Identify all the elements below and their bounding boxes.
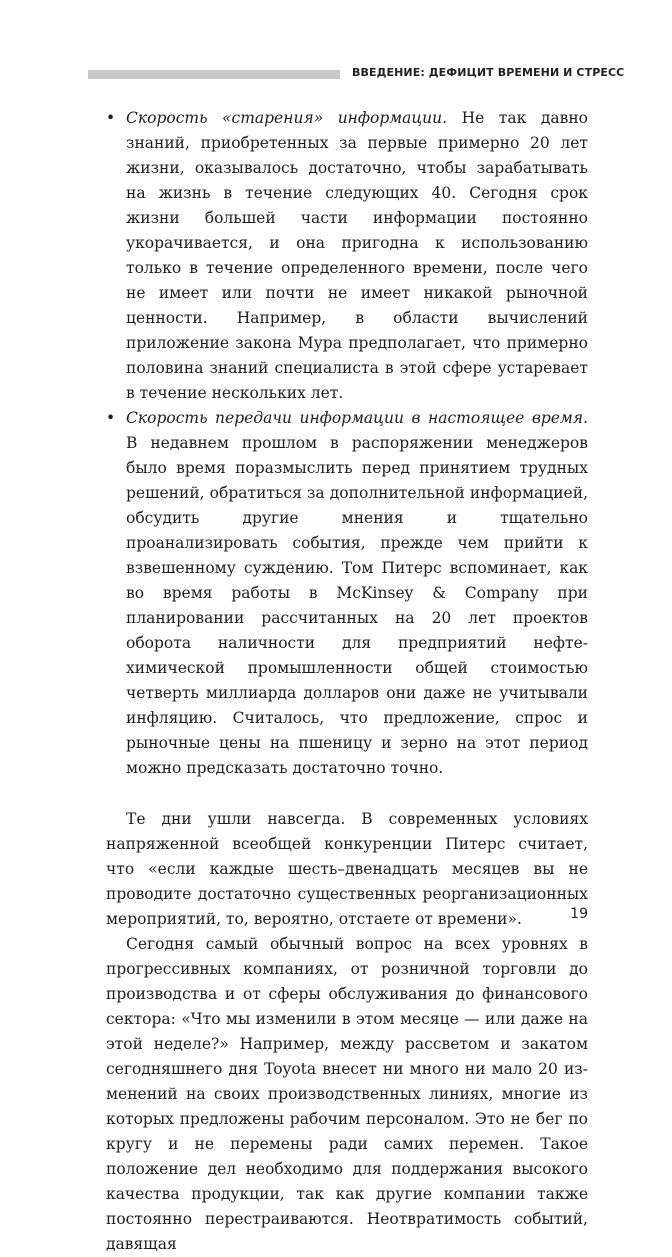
bullet-text: В недавнем прошлом в распоряжении менеджеров было время поразмыслить перед принятием трудных решений, обратиться за дополнительной информацией, обсудить другие мнения и тщательно проанализировать события, прежде чем прийти к взвешенному суждению. Том Питерс вспоминает, как во время работы в McKinsey & Company при планировании рассчитанных на 20 лет проектов оборота наличности для предприятий нефтехимической промышленности общей стоимостью четверть миллиарда долларов они даже не учитывали инфляцию. Считалось, что предложение, спрос и рыночные цены на пшеницу и зерно на этот период можно предсказать достаточно точно.: [126, 434, 588, 777]
bullet-list: [106, 106, 588, 781]
bullet-text: Не так давно знаний, приобретенных за первые примерно 20 лет жизни, оказывалось достаточно, чтобы зарабатывать на жизнь в течение следующих 40. Сегодня срок жизни большей части информации постоянно укорачивается, и она пригодна к использованию только в течение определенного времени, после чего не имеет или почти не имеет никакой рыночной ценности. Например, в области вычислений приложение закона Мура предполагает, что примерно половина знаний специалиста в этой сфере устаревает в течение нескольких лет.: [126, 109, 588, 402]
list-item: [106, 106, 588, 406]
paragraph: Сегодня самый обычный вопрос на всех уровнях в прогрессивных компаниях, от розничной торговли до производства и от сферы обслуживания до финансового сектора: «Что мы изменили в этом месяце — или даже на этой неделе?» Например, между рассветом и закатом сегодняшнего дня Toyota внесет ни много ни мало 20 изменений на своих производственных линиях, многие из которых предложены рабочим персоналом. Это не бег по кругу и не перемены ради самих перемен. Такое положение дел необходимо для поддержания высокого качества продукции, так как другие компании также постоянно перестраиваются. Неотвратимость событий, давящая: [106, 935, 588, 1253]
header-rule: [88, 70, 340, 79]
page-number: 19: [570, 906, 588, 922]
bullet-lead: Скорость «старения» информации.: [126, 109, 448, 127]
running-title: ВВЕДЕНИЕ: ДЕФИЦИТ ВРЕМЕНИ И СТРЕСС: [352, 66, 625, 79]
bullet-lead: Скорость передачи информации в настоящее время.: [126, 409, 588, 427]
list-item: [106, 406, 588, 781]
body-text: [106, 807, 588, 1257]
page-body: [106, 106, 588, 1257]
paragraph: Те дни ушли навсегда. В современных условиях напряженной всеобщей конкуренции Питерс считает, что «если каждые шесть–двенадцать месяцев вы не проводите достаточно существенных реорганизационных мероприятий, то, вероятно, отстаете от времени».: [106, 810, 588, 928]
